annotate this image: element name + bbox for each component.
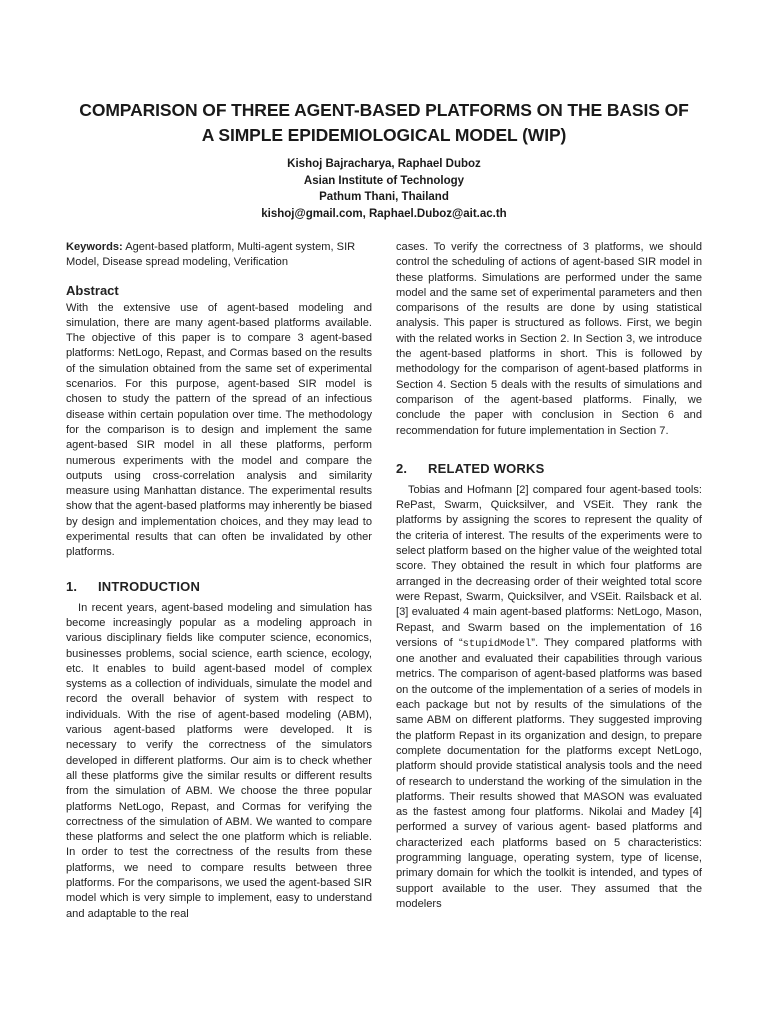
keywords-label: Keywords: [66, 241, 123, 253]
title-line-1: COMPARISON OF THREE AGENT-BASED PLATFORMS ON THE BASIS OF [79, 100, 689, 120]
introduction-continuation: cases. To verify the correctness of 3 platforms, we should control the scheduling of actions of agent-based SIR model in these platforms. Simulations are performed under the same model and the same set of experimental parameters and then comparisons of the results are done by using statistical analysis. This paper is structured as follows. First, we begin with the related works in Section 2. In Section 3, we introduce the agent-based platforms in short. This is followed by methodology for the comparison of agent-based platforms in Section 4. Section 5 deals with the results of simulations and comparison of the agent-based platforms. Finally, we conclude the paper with conclusion in Section 6 and recommendation for future implementation in Section 7. [396, 241, 702, 437]
introduction-text: In recent years, agent-based modeling and simulation has become increasingly popular as a modeling approach in various disciplinary fields like computer science, economics, businesses problems, social science, earth science, ecology, etc. It enables to build agent-based model of complex systems as a collection of individuals, simulate the model and record the overall behavior of system with respect to individuals. With the rise of agent-based modeling (ABM), various agent-based platforms were developed. It is necessary to verify the correctness of the simulators developed in different platforms. Our aim is to check whether all these platforms give the similar results or different results from the simulation of ABM. We choose the three popular platforms NetLogo, Repast, and Cormas for verifying the correctness of the simulation of ABM. We wanted to compare these platforms and select the one platform which is reliable. In order to test the correctness of the results from these platforms, we need to compare results between three platforms. For the comparisons, we used the agent-based SIR model which is very simple to implement, easy to understand and adaptable to the real [66, 601, 372, 920]
section-2-title: RELATED WORKS [428, 460, 545, 476]
title-line-2: A SIMPLE EPIDEMIOLOGICAL MODEL (WIP) [201, 125, 567, 145]
abstract-heading: Abstract [66, 282, 119, 298]
section-1-heading [66, 579, 372, 595]
author-names: Kishoj Bajracharya, Raphael Duboz [287, 158, 481, 170]
abstract-text: With the extensive use of agent-based modeling and simulation, there are many agent-based platforms available. The objective of this paper is to compare 3 agent-based platforms: NetLogo, Repast, and Cormas based on the results of the simulation obtained from the same set of experimental scenarios. For this purpose, agent-based SIR model is chosen to study the pattern of the spread of an infectious disease within certain population over time. The methodology for the comparison is to design and implement the same agent-based SIR model in all these platforms, perform numerous experiments with the model and compare the outputs using cross-correlation analysis and similarity measure using Manhattan distance. The experimental results show that the agent-based platforms may inherently be biased by design and implementation choices, and they may lead to experimental results that can often be invalidated by other platforms. [66, 301, 372, 559]
right-column [396, 240, 702, 912]
related-text-after: ”. They compared platforms with one another and evaluated their capabilities through various metrics. The comparison of agent-based platforms was based on the outcome of the implementation of a series of models in each package but not by results of the simulations of the same ABM on different platforms. They suggested improving the platform Repast in its organization and design, to prepare complete documentation for the platforms except NetLogo, platform should provide statistical analysis tools and the need of research to understand the working of the simulation in the platforms. Their results showed that MASON was evaluated as the fastest among four platforms. Nikolai and Madey [4] performed a survey of various agent- based platforms and characterized each platforms based on 5 characteristics: programming language, operating system, type of license, primary domain for which the toolkit is intended, and types of support available to the user. They assumed that the modelers [396, 636, 703, 910]
left-column [66, 240, 372, 922]
keywords-text: Agent-based platform, Multi-agent system, SIR Model, Disease spread modeling, Verification [66, 241, 356, 269]
paper-title [40, 98, 728, 148]
author-emails: kishoj@gmail.com, Raphael.Duboz@ait.ac.th [261, 207, 507, 220]
section-2-heading [396, 461, 702, 477]
section-1-title: INTRODUCTION [98, 578, 201, 594]
keywords [66, 240, 372, 271]
author-block [40, 156, 728, 222]
code-stupidmodel: stupidModel [462, 637, 532, 650]
section-2-number: 2. [396, 460, 408, 476]
related-text-before: Tobias and Hofmann [2] compared four agent-based tools: RePast, Swarm, Quicksilver, and VSEit. They rank the platforms by assigning the scores to represent the quality of the criteria of interest. The results of the experiments were to select platform based on the higher value of the weighted total score. They obtained the result in which four platforms are arranged in the decreasing order of their weighted total score were Repast, Swarm, Quicksilver, and VSEit. Railsback et al. [3] evaluated 4 main agent-based platforms: NetLogo, Mason, Repast, and Swarm based on the implementation of 16 versions of “ [396, 483, 702, 649]
author-location: Pathum Thani, Thailand [319, 191, 449, 203]
section-1-number: 1. [66, 578, 78, 594]
related-works-text [396, 483, 702, 912]
author-institution: Asian Institute of Technology [303, 174, 465, 187]
